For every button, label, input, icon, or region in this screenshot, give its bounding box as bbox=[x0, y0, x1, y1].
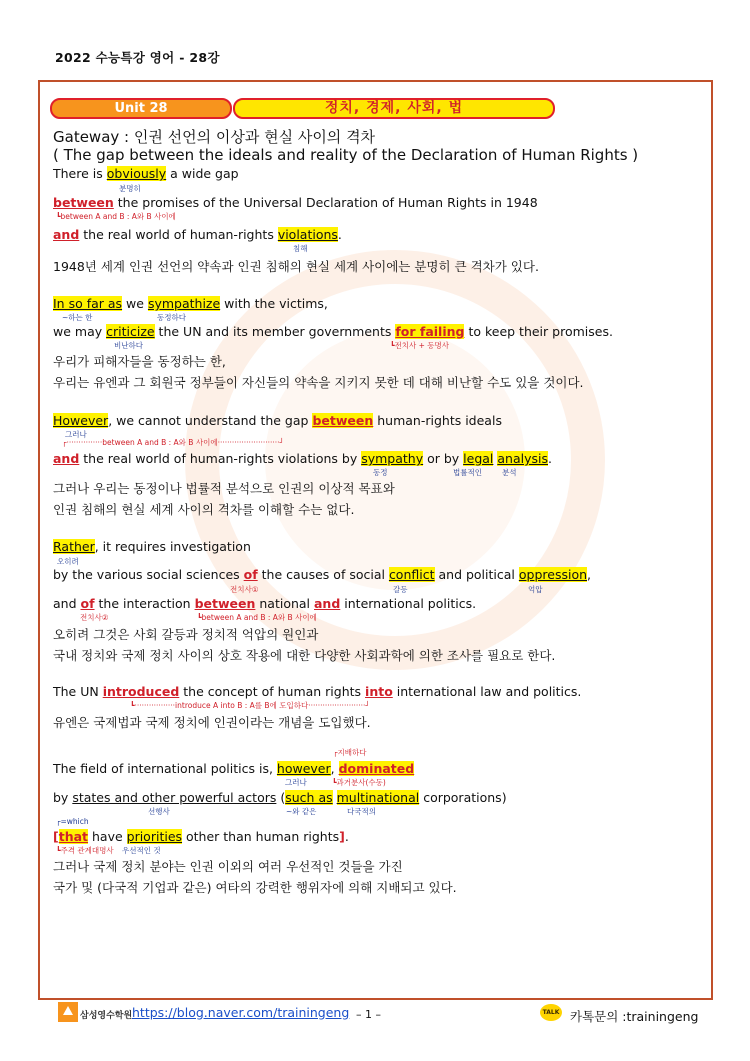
annotation: 침해 bbox=[293, 244, 308, 253]
page-number: – 1 – bbox=[356, 1008, 381, 1021]
annotation: ┗전치사 + 동명사 bbox=[390, 341, 450, 350]
gateway-title-ko: Gateway : 인권 선언의 이상과 현실 사이의 격차 bbox=[53, 128, 376, 146]
annotation: ┌···············between A and B : A와 B 사이에··························┘ bbox=[62, 438, 285, 447]
annotation: 갈등 bbox=[393, 585, 408, 594]
annotation: 법률적인 bbox=[453, 468, 482, 477]
s4-translation-1: 오히려 그것은 사회 갈등과 정치적 억압의 원인과 bbox=[53, 627, 319, 642]
annotation: ┌지배하다 bbox=[333, 748, 367, 757]
annotation: ┗과거분사(수동) bbox=[332, 778, 386, 787]
s6-line3: [that have priorities other than human rights]. bbox=[53, 829, 349, 844]
s2-line1: In so far as we sympathize with the victims, bbox=[53, 296, 328, 311]
s4-translation-2: 국내 정치와 국제 정치 사이의 상호 작용에 대한 다양한 사회과학에 의한 조사를 필요로 한다. bbox=[53, 648, 556, 663]
page-header: 2022 수능특강 영어 - 28강 bbox=[55, 50, 220, 65]
academy-name: 삼성영수학원 bbox=[80, 1011, 133, 1021]
s5-translation: 유엔은 국제법과 국제 정치에 인권이라는 개념을 도입했다. bbox=[53, 715, 371, 730]
s3-translation-2: 인권 침해의 현실 세계 사이의 격차를 이해할 수는 없다. bbox=[53, 502, 355, 517]
unit-label: Unit 28 bbox=[50, 98, 232, 119]
gateway-title-en: ( The gap between the ideals and reality of the Declaration of Human Rights ) bbox=[53, 146, 639, 164]
annotation: 선행사 bbox=[148, 807, 170, 816]
annotation: ┗between A and B : A와 B 사이에 bbox=[197, 613, 317, 622]
s4-line2: by the various social sciences of the causes of social conflict and political oppression, bbox=[53, 567, 591, 582]
annotation: ┗주격 관계대명사 bbox=[56, 846, 114, 855]
annotation: ~하는 한 bbox=[62, 313, 93, 322]
annotation: 그러나 bbox=[285, 778, 307, 787]
s1-line2: between the promises of the Universal Declaration of Human Rights in 1948 bbox=[53, 195, 538, 210]
s4-line1: Rather, it requires investigation bbox=[53, 539, 251, 554]
academy-logo-mark bbox=[63, 1006, 73, 1015]
annotation: ┗·················introduce A into B : A를 B에 도입하다························┘ bbox=[130, 701, 370, 710]
kakaotalk-icon: TALK bbox=[540, 1004, 562, 1021]
annotation: 전치사② bbox=[80, 613, 109, 622]
s5-line1: The UN introduced the concept of human rights into international law and politics. bbox=[53, 684, 582, 699]
s2-translation-1: 우리가 피해자들을 동정하는 한, bbox=[53, 354, 226, 369]
s6-line2: by states and other powerful actors (such as multinational corporations) bbox=[53, 790, 507, 805]
annotation: ~와 같은 bbox=[286, 807, 317, 816]
s3-line1: However, we cannot understand the gap between human-rights ideals bbox=[53, 413, 502, 428]
kakaotalk-contact: 카톡문의 :trainingeng bbox=[570, 1009, 699, 1024]
annotation: 오히려 bbox=[57, 557, 79, 566]
unit-topic: 정치, 경제, 사회, 법 bbox=[233, 98, 555, 119]
s1-translation: 1948년 세계 인권 선언의 약속과 인권 침해의 현실 세계 사이에는 분명히 큰 격차가 있다. bbox=[53, 259, 539, 274]
s1-line3: and the real world of human-rights violations. bbox=[53, 227, 342, 242]
s6-translation-2: 국가 및 (다국적 기업과 같은) 여타의 강력한 행위자에 의해 지배되고 있다. bbox=[53, 880, 457, 895]
s2-translation-2: 우리는 유엔과 그 회원국 정부들이 자신들의 약속을 지키지 못한 데 대해 비난할 수도 있을 것이다. bbox=[53, 375, 584, 390]
s6-translation-1: 그러나 국제 정치 분야는 인권 이외의 여러 우선적인 것들을 가진 bbox=[53, 859, 403, 874]
s2-line2: we may criticize the UN and its member governments for failing to keep their promises. bbox=[53, 324, 613, 339]
annotation: ┗between A and B : A와 B 사이에 bbox=[56, 212, 176, 221]
annotation: 분석 bbox=[502, 468, 517, 477]
s3-line2: and the real world of human-rights violations by sympathy or by legal analysis. bbox=[53, 451, 552, 466]
annotation: 분명히 bbox=[119, 184, 141, 193]
annotation: 억압 bbox=[528, 585, 543, 594]
annotation: ┌=which bbox=[56, 817, 89, 826]
annotation: 우선적인 것 bbox=[122, 846, 161, 855]
word-obviously: obviously bbox=[106, 166, 167, 181]
annotation: 다국적의 bbox=[347, 807, 376, 816]
s3-translation-1: 그러나 우리는 동정이나 법률적 분석으로 인권의 이상적 목표와 bbox=[53, 481, 395, 496]
annotation: 동정 bbox=[373, 468, 388, 477]
s4-line3: and of the interaction between national and international politics. bbox=[53, 596, 477, 611]
annotation: 그러나 bbox=[65, 430, 87, 439]
unit-banner bbox=[50, 98, 555, 119]
s1-line1: There is obviously a wide gap bbox=[53, 166, 239, 181]
annotation: 동정하다 bbox=[157, 313, 186, 322]
annotation: 비난하다 bbox=[114, 341, 143, 350]
s6-line1: The field of international politics is, however, dominated bbox=[53, 761, 415, 776]
annotation: 전치사① bbox=[230, 585, 259, 594]
blog-link[interactable]: https://blog.naver.com/trainingeng bbox=[132, 1005, 350, 1020]
